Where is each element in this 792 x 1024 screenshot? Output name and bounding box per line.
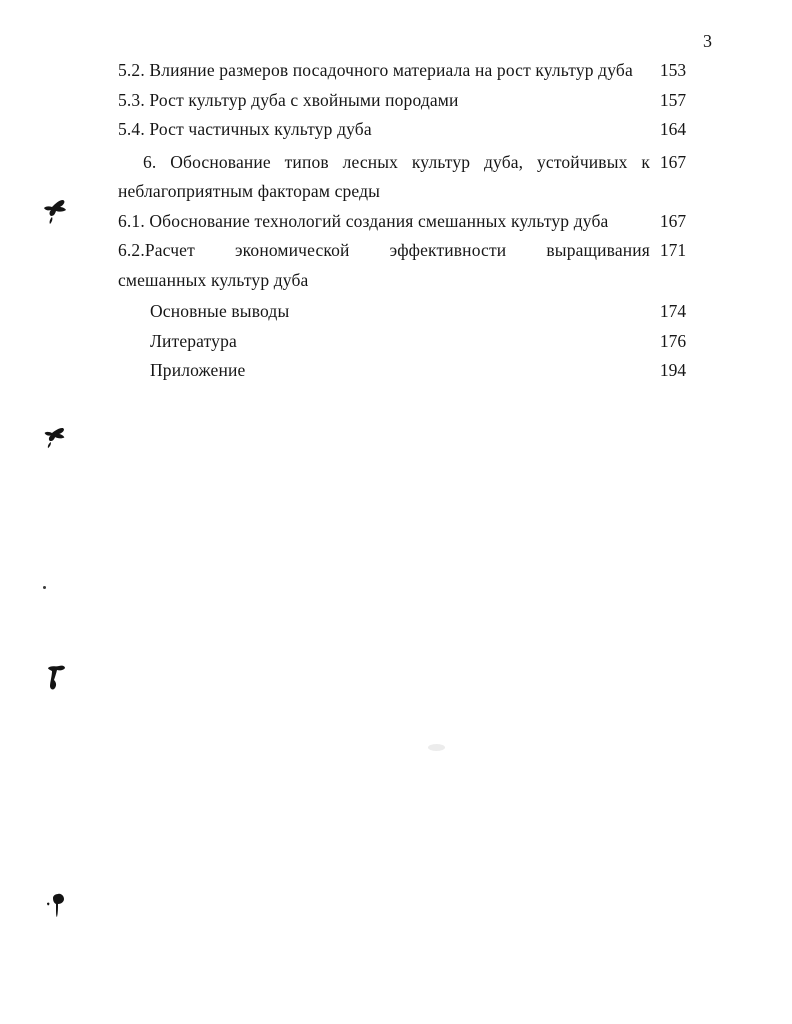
toc-entry <box>118 56 696 86</box>
toc-entry-title <box>118 356 650 386</box>
ink-dot-icon <box>43 586 46 589</box>
toc-entry-title <box>118 148 650 207</box>
toc-line: Приложение <box>150 360 246 380</box>
toc-entry-title <box>118 115 650 145</box>
toc-entry-title <box>118 207 650 237</box>
ink-mark-bird-1-icon <box>44 199 68 225</box>
ink-mark-bird-2-icon <box>44 426 66 450</box>
toc-page-number: 194 <box>659 360 687 380</box>
toc-entry <box>118 356 696 386</box>
toc-page-number: 176 <box>659 330 687 351</box>
ink-mark-loop-stem-icon <box>46 892 68 920</box>
toc-entry-title <box>118 56 650 86</box>
toc-entry-title <box>118 297 650 327</box>
toc-page-number: 164 <box>659 119 687 139</box>
toc-page-number: 157 <box>659 89 687 110</box>
toc-line: Литература <box>150 330 237 351</box>
toc-entry <box>118 148 696 207</box>
toc-entry <box>118 86 696 116</box>
toc-page-number: 171 <box>659 240 687 260</box>
toc-entry-title <box>118 327 650 357</box>
toc-line: Основные выводы <box>150 301 290 321</box>
toc-entry <box>118 236 696 295</box>
toc-line: 5.2. Влияние размеров посадочного материала на рост культур дуба <box>118 60 633 80</box>
toc-list <box>118 56 696 386</box>
toc-entry <box>118 115 696 145</box>
toc-entry-title <box>118 86 650 116</box>
page-number: 3 <box>703 31 712 51</box>
toc-page-number: 167 <box>659 210 687 231</box>
toc-entry <box>118 327 696 357</box>
toc-line: 5.4. Рост частичных культур дуба <box>118 119 372 139</box>
scanned-page <box>0 0 792 386</box>
toc-line: 6. Обоснование типов лесных культур дуба, устойчивых к <box>143 151 650 172</box>
ink-mark-squiggle-icon <box>47 664 67 692</box>
toc-page-number: 174 <box>659 301 687 321</box>
toc-page-number: 153 <box>659 60 687 80</box>
toc-page-number: 167 <box>659 151 687 172</box>
toc-line: неблагоприятным факторам среды <box>118 181 381 201</box>
toc-line: смешанных культур дуба <box>118 269 309 290</box>
toc-entry-title <box>118 236 650 295</box>
toc-entry <box>118 207 696 237</box>
toc-line: 6.1. Обоснование технологий создания смешанных культур дуба <box>118 210 609 231</box>
toc-entry <box>118 297 696 327</box>
toc-line: 6.2.Расчет экономической эффективности выращивания <box>118 240 650 260</box>
toc-line: 5.3. Рост культур дуба с хвойными породами <box>118 89 459 110</box>
pencil-smudge <box>428 744 445 751</box>
